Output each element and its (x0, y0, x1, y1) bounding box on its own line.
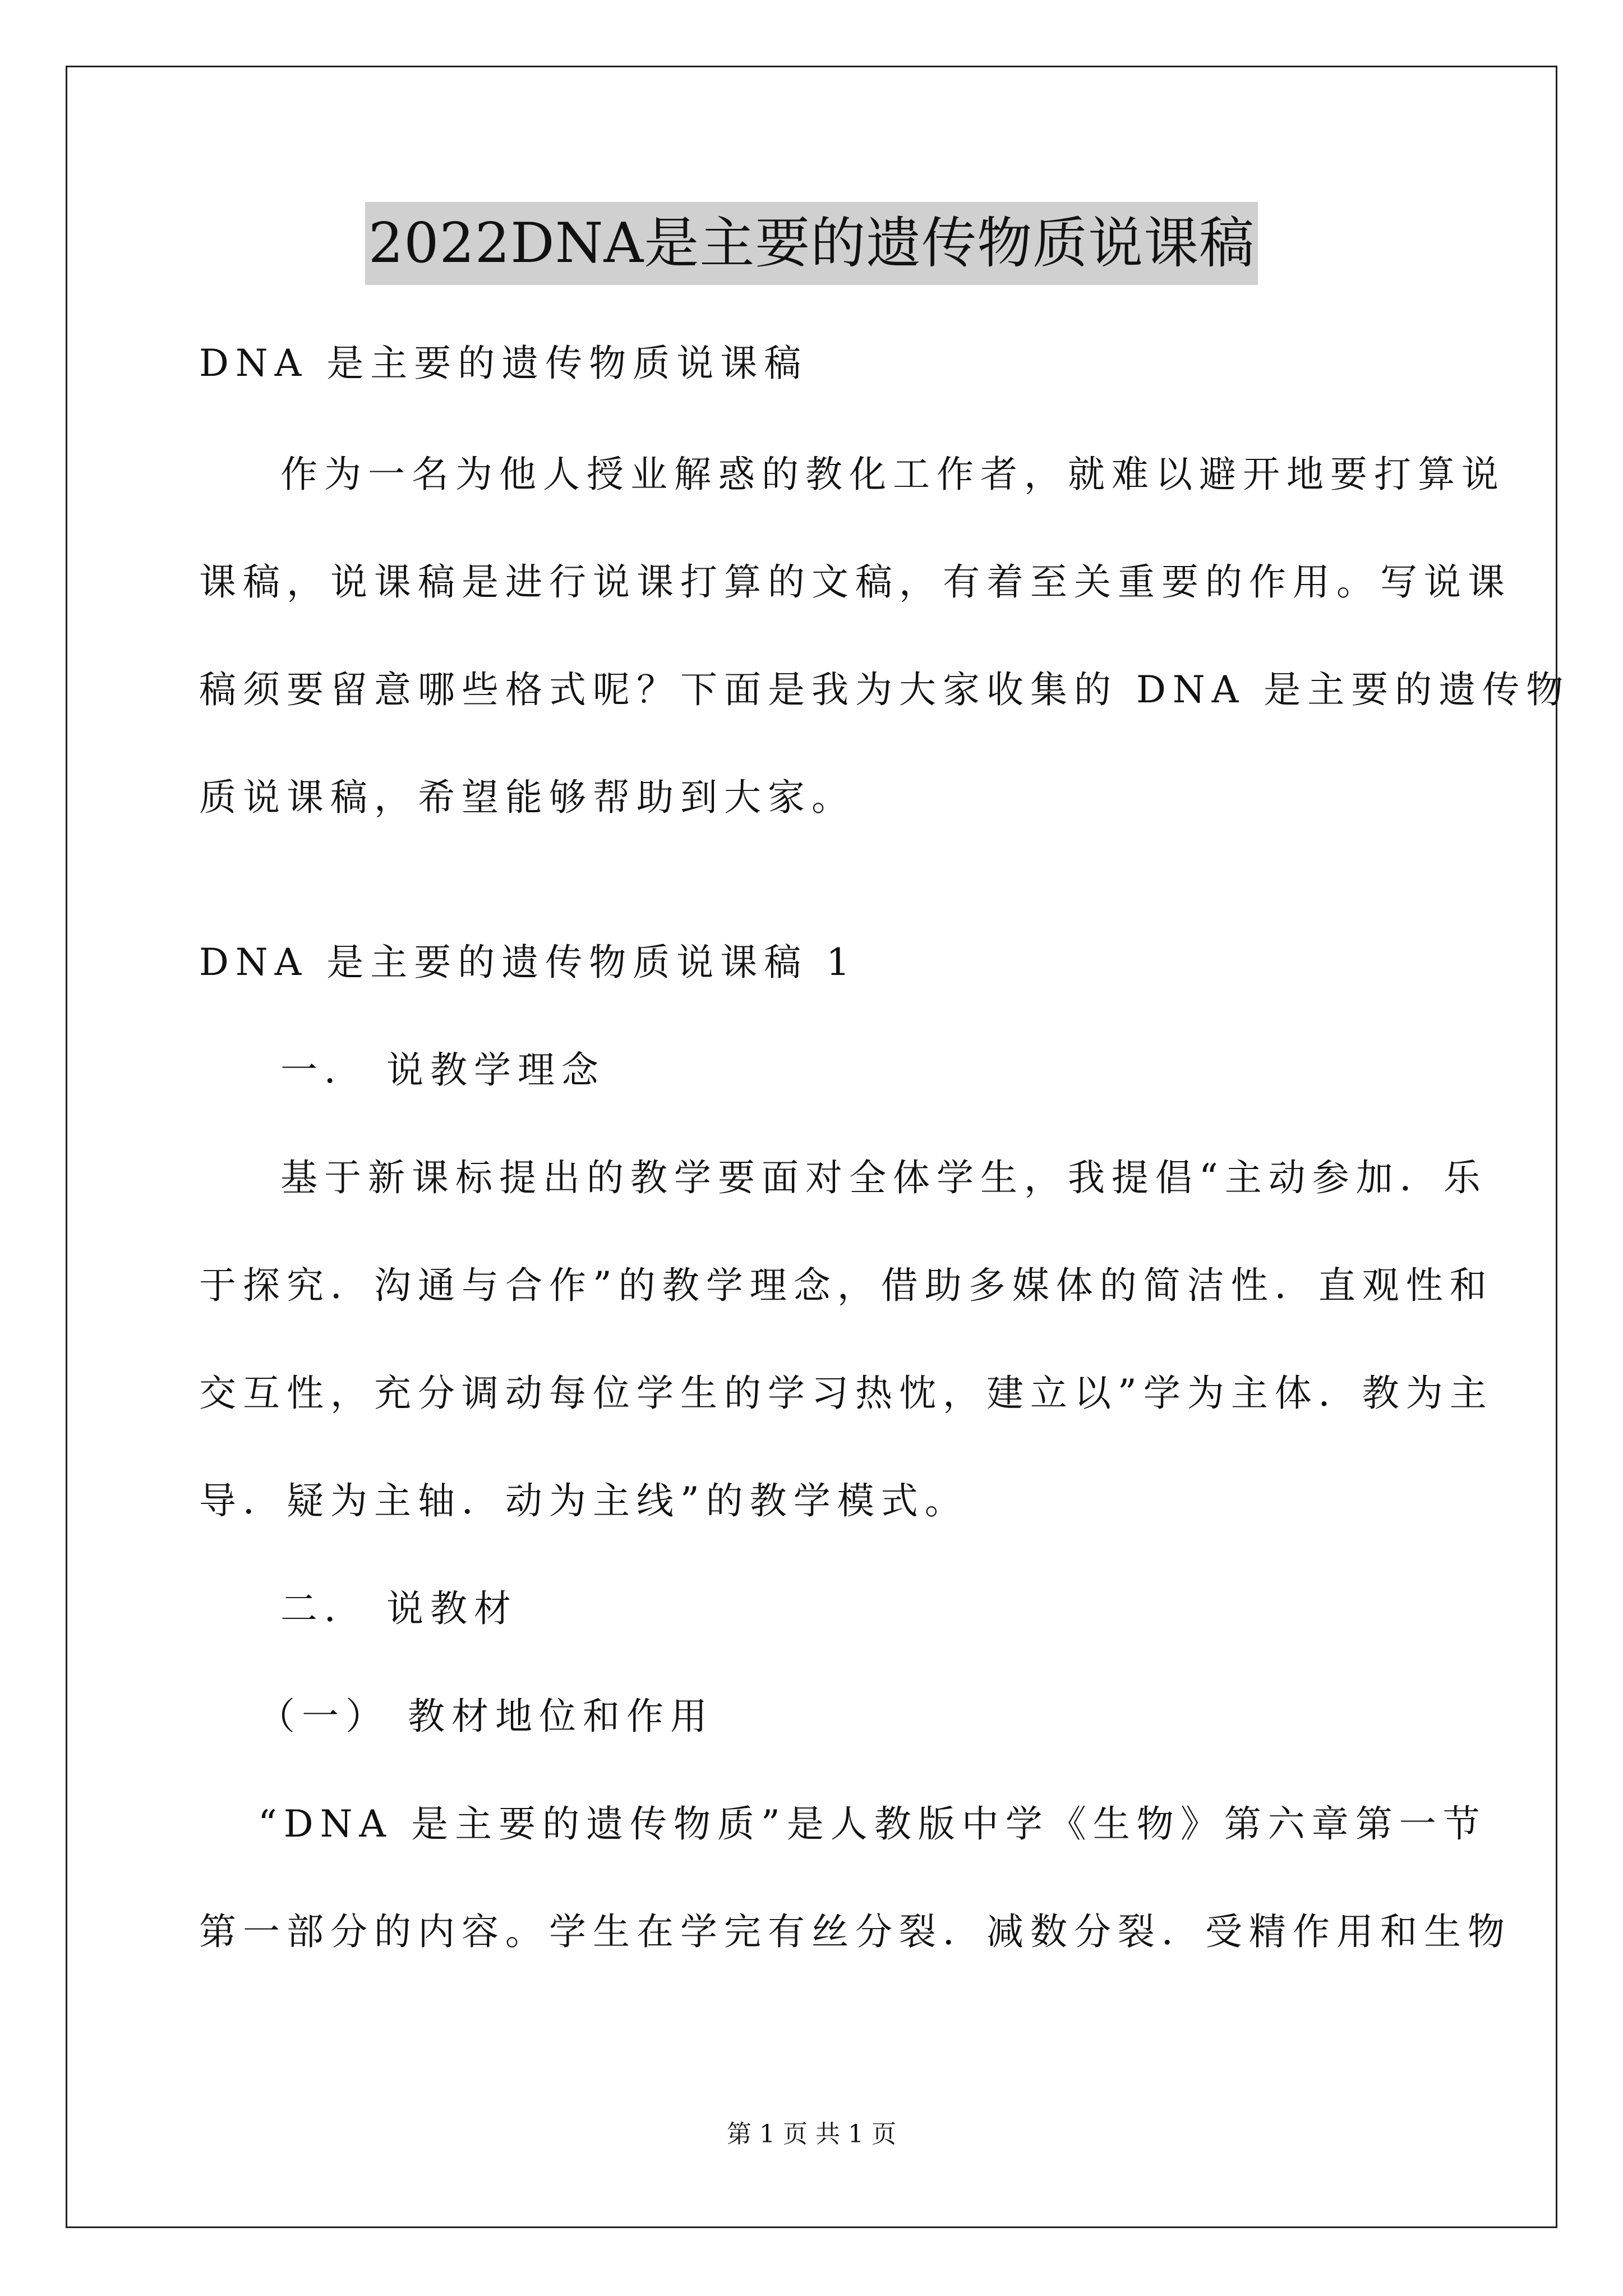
paragraph-1-line-3: 交互性，充分调动每位学生的学习热忱，建立以”学为主体．教为主 (199, 1372, 1493, 1415)
paragraph-1-line-1: 基于新课标提出的教学要面对全体学生，我提倡“主动参加．乐 (280, 1156, 1487, 1199)
title-container (0, 202, 1623, 285)
document-title: 2022DNA是主要的遗传物质说课稿 (365, 202, 1258, 285)
intro-line-4: 质说课稿，希望能够帮助到大家。 (199, 776, 855, 819)
heading-textbook-role: （一） 教材地位和作用 (258, 1695, 714, 1738)
intro-line-1: 作为一名为他人授业解惑的教化工作者，就难以避开地要打算说 (280, 453, 1505, 496)
paragraph-2-line-2: 第一部分的内容。学生在学完有丝分裂．减数分裂．受精作用和生物 (199, 1910, 1511, 1953)
paragraph-1-line-2: 于探究．沟通与合作”的教学理念，借助多媒体的简洁性．直观性和 (199, 1264, 1493, 1307)
page-footer: 第 1 页 共 1 页 (727, 2120, 896, 2148)
paragraph-1-line-4: 导．疑为主轴．动为主线”的教学模式。 (199, 1479, 969, 1522)
paragraph-2-line-1: “DNA 是主要的遗传物质”是人教版中学《生物》第六章第一节 (258, 1802, 1487, 1846)
document-body (199, 337, 1570, 1959)
section-title: DNA 是主要的遗传物质说课稿 1 (199, 941, 857, 984)
heading-textbook: 二． 说教材 (280, 1587, 518, 1630)
intro-line-3: 稿须要留意哪些格式呢？下面是我为大家收集的 DNA 是主要的遗传物 (199, 668, 1570, 711)
subtitle: DNA 是主要的遗传物质说课稿 (199, 342, 808, 385)
heading-teaching-concept: 一． 说教学理念 (280, 1048, 605, 1092)
intro-line-2: 课稿，说课稿是进行说课打算的文稿，有着至关重要的作用。写说课 (199, 560, 1511, 604)
